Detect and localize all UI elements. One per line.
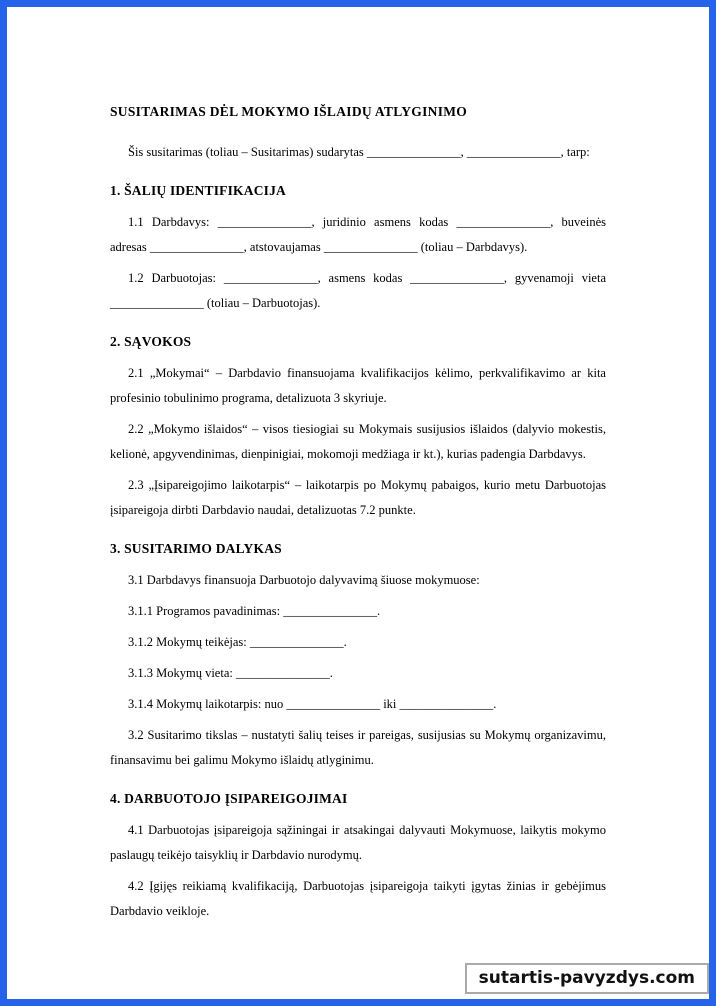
paragraph-3-1-2: 3.1.2 Mokymų teikėjas: _______________. (128, 635, 347, 649)
section-heading-4: 4. DARBUOTOJO ĮSIPAREIGOJIMAI (110, 791, 348, 806)
paragraph-3-1-3: 3.1.3 Mokymų vieta: _______________. (128, 666, 333, 680)
paragraph-4-2: 4.2 Įgijęs reikiamą kvalifikaciją, Darbuotojas įsipareigoja taikyti įgytas žinias ir gebėjimus Darbdavio veikloje. (110, 879, 606, 918)
paragraph-2-1: 2.1 „Mokymai“ – Darbdavio finansuojama kvalifikacijos kėlimo, perkvalifikavimo ar kita profesinio tobulinimo programa, detalizuota 3 skyriuje. (110, 366, 606, 405)
paragraph-3-1-4: 3.1.4 Mokymų laikotarpis: nuo _______________ iki _______________. (128, 697, 497, 711)
paragraph-1-2: 1.2 Darbuotojas: _______________, asmens kodas _______________, gyvenamoji vieta _______________ (toliau – Darbuotojas). (110, 271, 606, 310)
paragraph-4-1: 4.1 Darbuotojas įsipareigoja sąžiningai ir atsakingai dalyvauti Mokymuose, laikytis mokymo paslaugų teikėjo taisyklių ir Darbdavio nurodymų. (110, 823, 606, 862)
section-heading-3: 3. SUSITARIMO DALYKAS (110, 541, 282, 556)
paragraph-2-2: 2.2 „Mokymo išlaidos“ – visos tiesiogiai su Mokymais susijusios išlaidos (dalyvio mokestis, kelionė, apgyvendinimas, dienpinigiai, mokomoji medžiaga ir kt.), kurias padengia Darbdavys. (110, 422, 606, 461)
paragraph-3-2: 3.2 Susitarimo tikslas – nustatyti šalių teises ir pareigas, susijusias su Mokymų organizavimu, finansavimu bei galimu Mokymo išlaidų atlyginimu. (110, 728, 606, 767)
watermark-site-link[interactable]: sutartis-pavyzdys.com (465, 963, 709, 994)
intro-paragraph: Šis susitarimas (toliau – Susitarimas) sudarytas _______________, _______________, tarp: (128, 145, 590, 159)
paragraph-1-1: 1.1 Darbdavys: _______________, juridinio asmens kodas _______________, buveinės adresas _______________, atstovaujamas _______________ (toliau – Darbdavys). (110, 215, 606, 254)
paragraph-3-1-1: 3.1.1 Programos pavadinimas: _______________. (128, 604, 381, 618)
section-heading-2: 2. SĄVOKOS (110, 334, 192, 349)
document-content (7, 7, 709, 924)
document-title: SUSITARIMAS DĖL MOKYMO IŠLAIDŲ ATLYGINIMO (110, 104, 468, 119)
paragraph-3-1: 3.1 Darbdavys finansuoja Darbuotojo dalyvavimą šiuose mokymuose: (128, 573, 480, 587)
section-heading-1: 1. ŠALIŲ IDENTIFIKACIJA (110, 183, 287, 198)
paragraph-2-3: 2.3 „Įsipareigojimo laikotarpis“ – laikotarpis po Mokymų pabaigos, kurio metu Darbuotojas įsipareigoja dirbti Darbdavio naudai, detalizuotas 7.2 punkte. (110, 478, 606, 517)
